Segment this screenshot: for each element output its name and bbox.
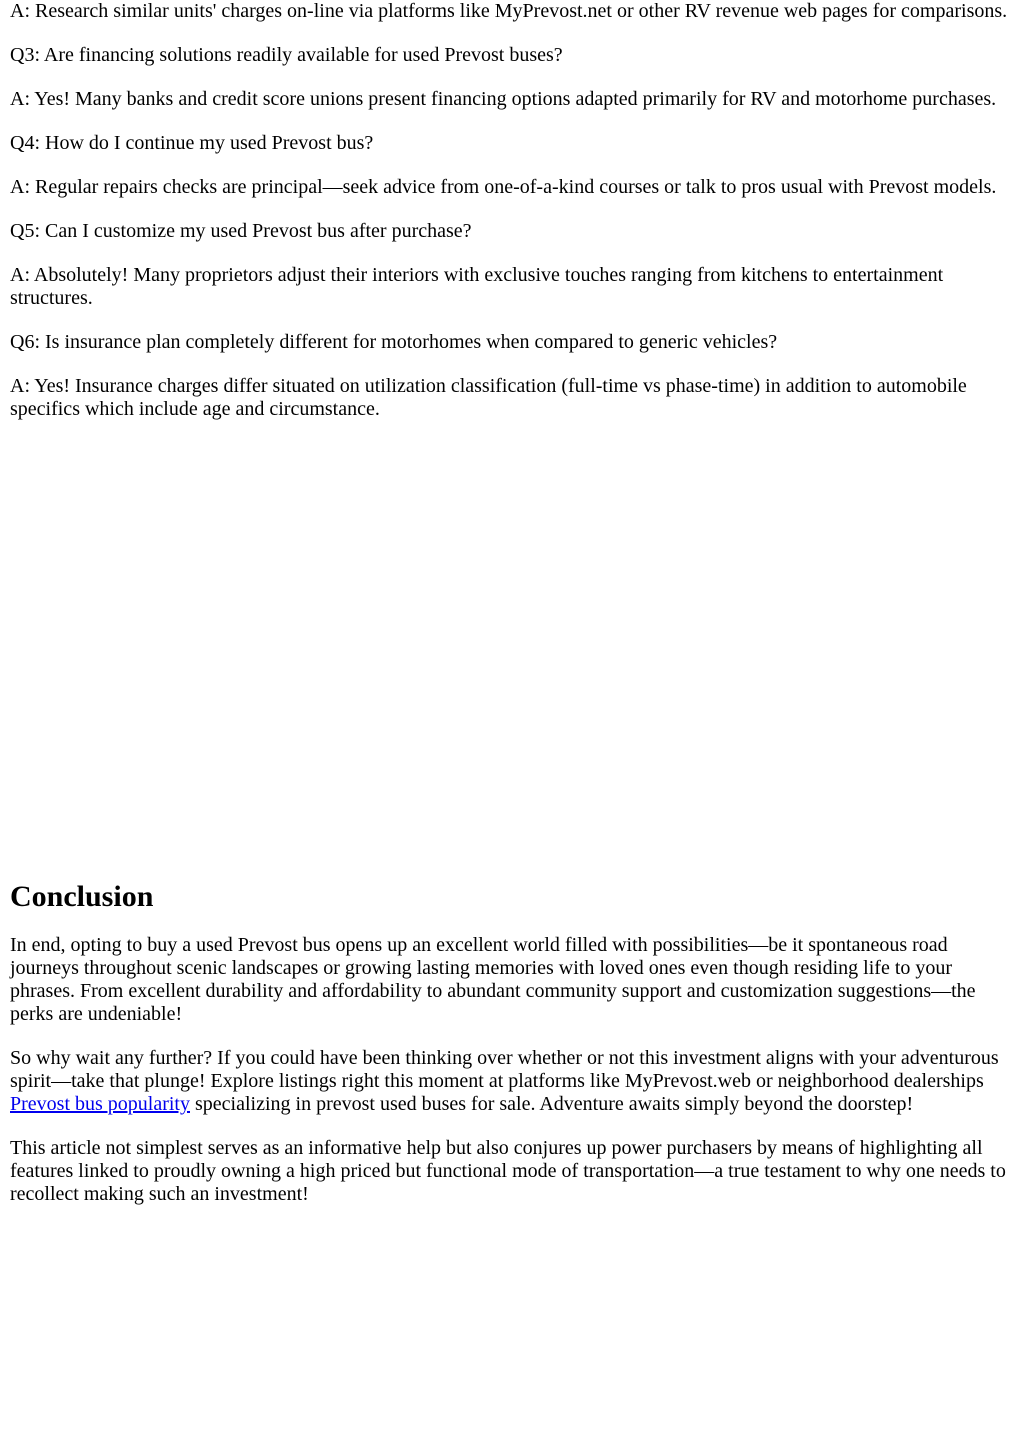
conclusion-paragraph-2 (10, 1047, 1008, 1116)
prevost-bus-popularity-link[interactable]: Prevost bus popularity (10, 1093, 190, 1115)
faq-answer-2: A: Research similar units' charges on-line via platforms like MyPrevost.net or other RV revenue web pages for comparisons. (10, 0, 1008, 22)
faq-answer-6: A: Yes! Insurance charges differ situated on utilization classification (full-time vs phase-time) in addition to automobile specifics which include age and circumstance. (10, 375, 967, 420)
faq-section (10, 0, 1008, 421)
conclusion-paragraph-3: This article not simplest serves as an informative help but also conjures up power purchasers by means of highlighting all features linked to proudly owning a high priced but functional mode of transportation—a true testament to why one needs to recollect making such an investment! (10, 1137, 1006, 1205)
paragraph-2-text-before: So why wait any further? If you could have been thinking over whether or not this investment aligns with your adventurous spirit—take that plunge! Explore listings right this moment at platforms like MyPrevost.web or neighborhood dealerships (10, 1047, 999, 1092)
faq-answer-4: A: Regular repairs checks are principal—seek advice from one-of-a-kind courses or talk to pros usual with Prevost models. (10, 176, 997, 198)
conclusion-paragraph-1: In end, opting to buy a used Prevost bus opens up an excellent world filled with possibilities—be it spontaneous road journeys throughout scenic landscapes or growing lasting memories with loved ones even though residing life to your phrases. From excellent durability and affordability to abundant community support and customization suggestions—the perks are undeniable! (10, 934, 976, 1025)
conclusion-section (10, 880, 1008, 1206)
faq-answer-5: A: Absolutely! Many proprietors adjust their interiors with exclusive touches ranging from kitchens to entertainment structures. (10, 264, 944, 309)
faq-question-4: Q4: How do I continue my used Prevost bus? (10, 132, 374, 154)
faq-answer-3: A: Yes! Many banks and credit score unions present financing options adapted primarily for RV and motorhome purchases. (10, 88, 997, 110)
blank-space (10, 442, 1008, 880)
faq-question-5: Q5: Can I customize my used Prevost bus after purchase? (10, 220, 472, 242)
faq-question-3: Q3: Are financing solutions readily available for used Prevost buses? (10, 44, 563, 66)
faq-question-6: Q6: Is insurance plan completely different for motorhomes when compared to generic vehicles? (10, 331, 778, 353)
conclusion-heading: Conclusion (10, 880, 154, 913)
paragraph-2-text-after: specializing in prevost used buses for sale. Adventure awaits simply beyond the doorstep! (190, 1093, 914, 1115)
article-page (10, 0, 1008, 1227)
